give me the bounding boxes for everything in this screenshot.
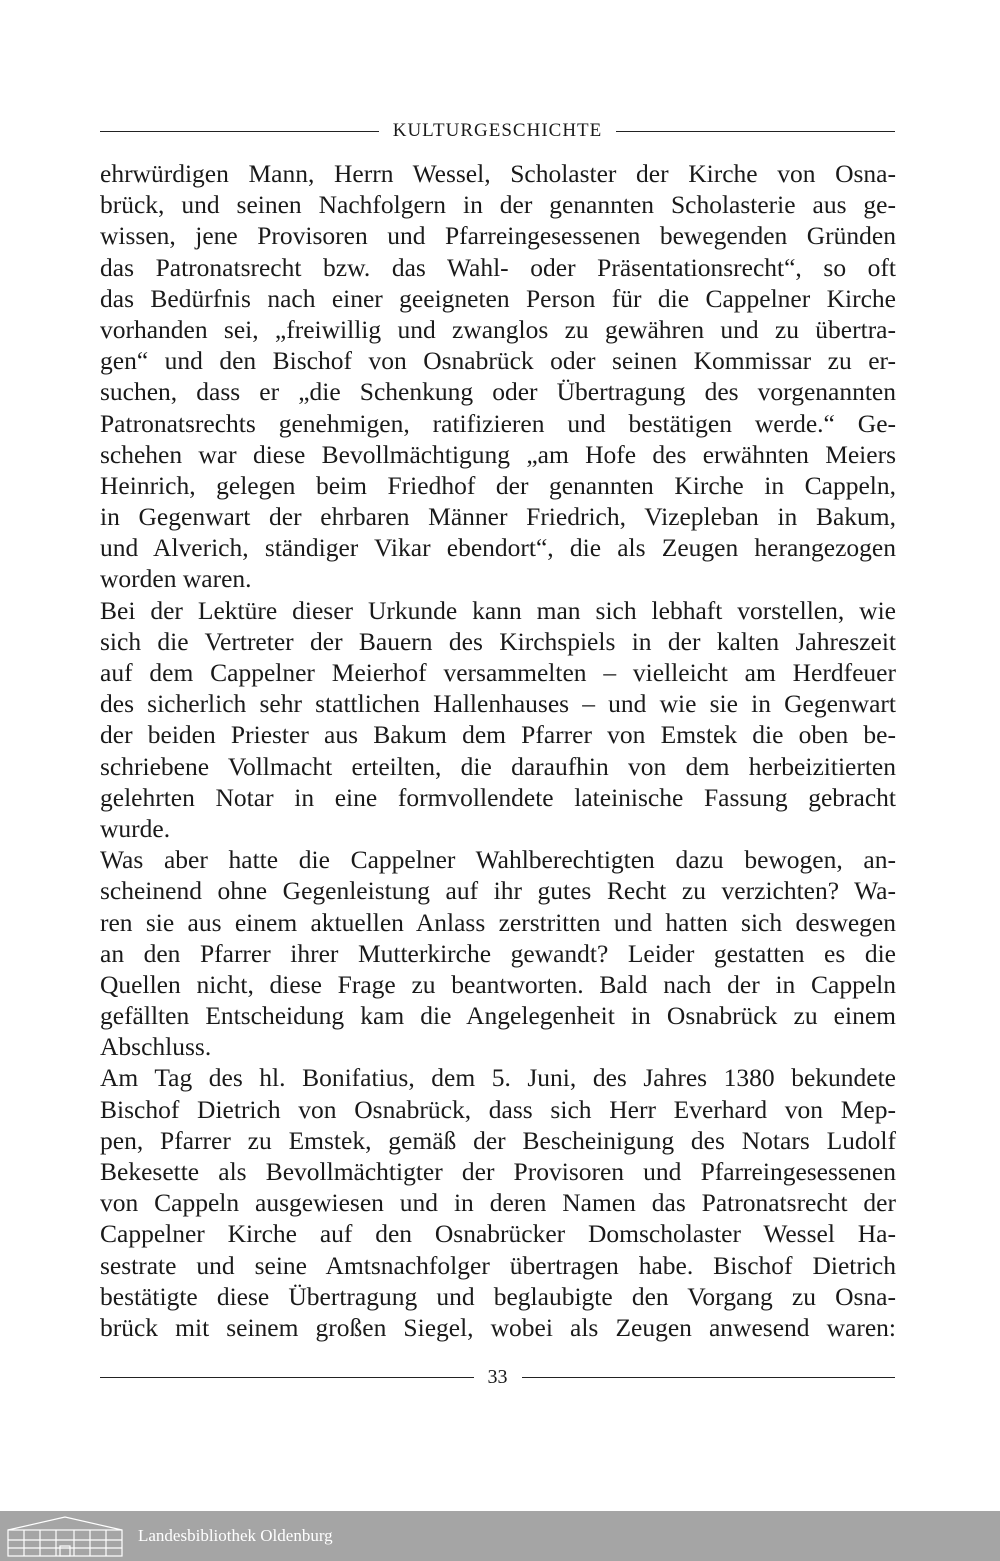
running-header xyxy=(100,118,895,144)
text-line: schriebene Vollmacht erteilten, die daraufhin von dem herbeizitierten xyxy=(100,751,896,781)
text-line: Patronatsrechts genehmigen, ratifizieren und bestätigen werde.“ Ge- xyxy=(100,408,896,438)
text-line: und Alverich, ständiger Vikar ebendort“, die als Zeugen herangezogen xyxy=(100,533,896,563)
text-line: worden waren. xyxy=(100,564,252,594)
text-line: Bekesette als Bevollmächtigter der Provisoren und Pfarreingesessenen xyxy=(100,1157,896,1186)
text-line: Abschluss. xyxy=(100,1032,212,1062)
text-line: Heinrich, gelegen beim Friedhof der genannten Kirche in Cappeln, xyxy=(100,470,896,500)
text-line: sestrate und seine Amtsnachfolger übertragen habe. Bischof Dietrich xyxy=(100,1250,896,1280)
text-line: schehen war diese Bevollmächtigung „am Hofe des erwähnten Meiers xyxy=(100,439,896,469)
text-line: gelehrten Notar in eine formvollendete lateinische Fassung gebracht xyxy=(100,782,896,812)
text-line: Was aber hatte die Cappelner Wahlberechtigten dazu bewogen, an- xyxy=(100,845,896,875)
text-line: brück mit seinem großen Siegel, wobei als Zeugen anwesend waren: xyxy=(100,1312,896,1342)
text-line: Am Tag des hl. Bonifatius, dem 5. Juni, des Jahres 1380 bekundete xyxy=(100,1063,896,1093)
text-line: Bischof Dietrich von Osnabrück, dass sich Herr Everhard von Mep- xyxy=(100,1094,896,1124)
library-name: Landesbibliothek Oldenburg xyxy=(138,1526,333,1545)
text-line: gefällten Entscheidung kam die Angelegenheit in Osnabrück zu einem xyxy=(100,1001,896,1031)
body-text xyxy=(100,158,896,1343)
text-line: das Patronatsrecht bzw. das Wahl- oder Präsentationsrecht“, so oft xyxy=(100,252,896,282)
text-line: Bei der Lektüre dieser Urkunde kann man sich lebhaft vorstellen, wie xyxy=(100,595,896,625)
header-rule-right xyxy=(616,131,895,132)
text-line: der beiden Priester aus Bakum dem Pfarrer von Emstek die oben be- xyxy=(100,720,896,750)
text-line: des sicherlich sehr stattlichen Hallenhauses – und wie sie in Gegenwart xyxy=(100,689,896,719)
header-rule-left xyxy=(100,131,379,132)
text-line: wurde. xyxy=(100,813,171,843)
text-line: Cappelner Kirche auf den Osnabrücker Domscholaster Wessel Ha- xyxy=(100,1219,896,1249)
footer-rule-right xyxy=(522,1377,896,1378)
text-line: wissen, jene Provisoren und Pfarreingesessenen bewegenden Gründen xyxy=(100,221,896,251)
text-line: gen“ und den Bischof von Osnabrück oder seinen Kommissar zu er- xyxy=(100,346,896,376)
text-line: scheinend ohne Gegenleistung auf ihr gutes Recht zu verzichten? Wa- xyxy=(100,876,896,906)
text-line: in Gegenwart der ehrbaren Männer Friedrich, Vizepleban in Bakum, xyxy=(100,502,896,532)
text-line: das Bedürfnis nach einer geeigneten Person für die Cappelner Kirche xyxy=(100,283,896,313)
footer-rule-left xyxy=(100,1377,474,1378)
header-title: KULTURGESCHICHTE xyxy=(392,120,603,141)
text-line: von Cappeln ausgewiesen und in deren Namen das Patronatsrecht der xyxy=(100,1188,896,1218)
text-line: auf dem Cappelner Meierhof versammelten – vielleicht am Herdfeuer xyxy=(100,658,896,687)
text-line: bestätigte diese Übertragung und beglaubigte den Vorgang zu Osna- xyxy=(100,1281,896,1311)
text-line: sich die Vertreter der Bauern des Kirchspiels in der kalten Jahreszeit xyxy=(100,626,896,656)
page-footer xyxy=(100,1362,895,1392)
text-line: brück, und seinen Nachfolgern in der genannten Scholasterie aus ge- xyxy=(100,190,896,220)
text-line: an den Pfarrer ihrer Mutterkirche gewandt? Leider gestatten es die xyxy=(100,938,896,968)
page-number: 33 xyxy=(487,1365,508,1388)
text-line: Quellen nicht, diese Frage zu beantworten. Bald nach der in Cappeln xyxy=(100,969,896,999)
text-line: ren sie aus einem aktuellen Anlass zerstritten und hatten sich deswegen xyxy=(100,907,896,937)
library-bar xyxy=(0,1511,1000,1561)
text-line: pen, Pfarrer zu Emstek, gemäß der Bescheinigung des Notars Ludolf xyxy=(100,1125,896,1155)
text-line: suchen, dass er „die Schenkung oder Übertragung des vorgenannten xyxy=(100,377,896,407)
text-line: vorhanden sei, „freiwillig und zwanglos zu gewähren und zu übertra- xyxy=(100,314,896,344)
library-building-logo xyxy=(6,1514,124,1558)
text-line: ehrwürdigen Mann, Herrn Wessel, Scholaster der Kirche von Osna- xyxy=(100,159,896,188)
